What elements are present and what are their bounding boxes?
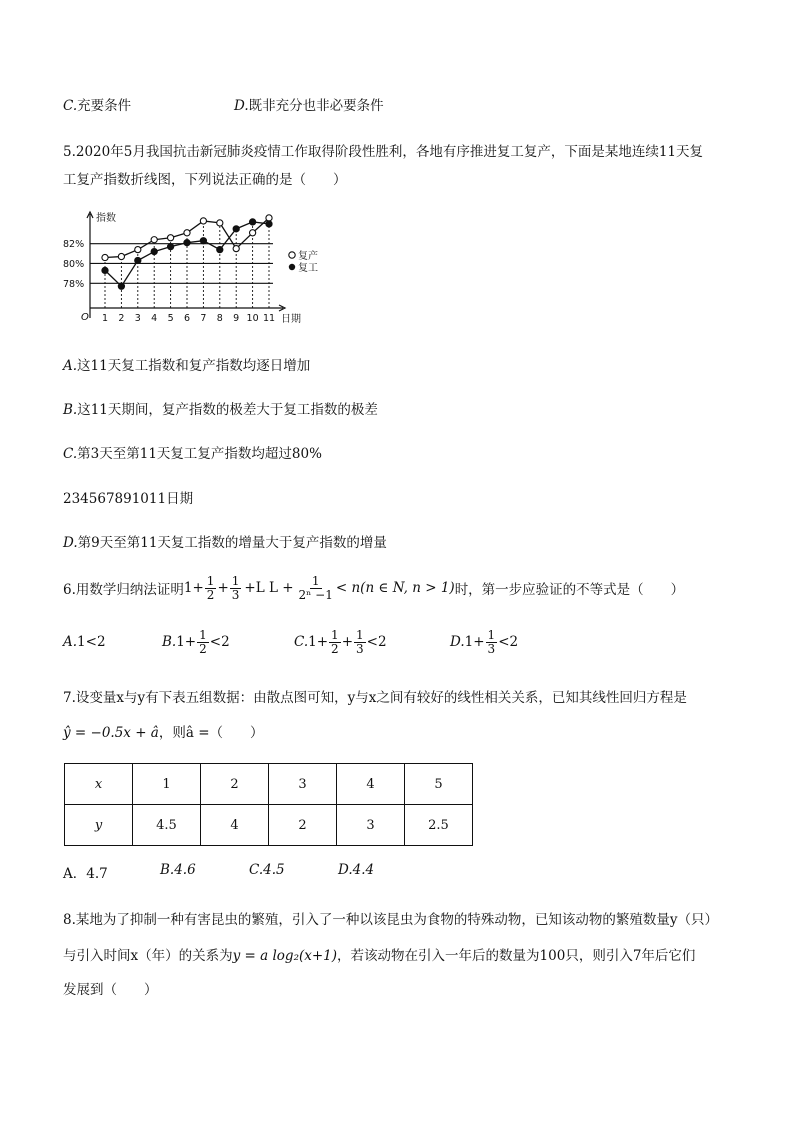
x-axis-label: 日期: [281, 314, 301, 325]
table-header-y: y: [65, 805, 133, 846]
q7-data-table: [64, 763, 473, 846]
q7-option-c: C.4.5: [249, 862, 285, 878]
q8-line1: 8.某地为了抑制一种有害昆虫的繁殖，引入了一种以该昆虫为食物的特殊动物，已知该动物的繁殖数量y（只）: [63, 912, 719, 928]
x-tick-label-11: 11: [262, 313, 276, 324]
x-tick-label-6: 6: [183, 313, 191, 324]
q7-option-b: B.4.6: [160, 862, 196, 878]
y-tick-label-80: 80%: [63, 258, 85, 270]
legend-marker-fuchan: [289, 252, 295, 258]
q6-option-a: A. 1<2: [63, 634, 106, 650]
q6-option-d: D. 1+ $\frac{1}{3}$ <2: [450, 627, 519, 656]
series-1-point-day-2: [118, 283, 124, 289]
q5-option-b: B.这11天期间，复产指数的极差大于复工指数的极差: [63, 402, 378, 418]
series-0-point-day-5: [168, 235, 174, 241]
x-tick-label-4: 4: [151, 313, 158, 324]
q7-stem-line2: ŷ = −0.5x + â，则â =（ ）: [63, 725, 264, 741]
table-cell: 3: [269, 764, 337, 805]
table-cell: 3: [337, 805, 405, 846]
series-0-point-day-11: [266, 215, 272, 221]
series-1-point-day-1: [102, 267, 108, 273]
q7-stem-line1: 7.设变量x与y有下表五组数据：由散点图可知，y与x之间有较好的线性相关关系，已知其线性回归方程是: [63, 690, 687, 706]
table-cell: 5: [405, 764, 473, 805]
table-cell: 2: [201, 764, 269, 805]
x-tick-label-3: 3: [134, 313, 141, 324]
series-0-point-day-8: [217, 220, 223, 226]
q6-stem: 6.用数学归纳法证明 1+ $\frac{1}{2}$ + $\frac{1}{3}$ +L L + $\frac{1}{\text{2ⁿ −1}}$ < n(n ∈ N, n > 1) 时，第一步应验证的不等式是（ ）: [63, 573, 685, 602]
table-cell: 1: [133, 764, 201, 805]
q7-option-a: A．4.7: [63, 866, 108, 882]
q5-stem-line1: 5.2020年5月我国抗击新冠肺炎疫情工作取得阶段性胜利，各地有序推进复工复产，下面是某地连续11天复: [63, 144, 704, 160]
chart-legend: [289, 249, 318, 274]
x-tick-label-2: 2: [118, 313, 125, 324]
x-tick-label-5: 5: [167, 313, 174, 324]
series-0-point-day-4: [151, 237, 157, 243]
table-cell: 2.5: [405, 805, 473, 846]
series-0-point-day-6: [184, 230, 190, 236]
table-row-y: [65, 805, 473, 846]
q5-option-a: A.这11天复工指数和复产指数均逐日增加: [63, 358, 311, 374]
table-cell: 4.5: [133, 805, 201, 846]
series-0-point-day-10: [250, 230, 256, 236]
series-1-point-day-3: [135, 257, 141, 263]
series-1-point-day-11: [266, 221, 272, 227]
series-1-point-day-4: [151, 249, 157, 255]
table-row-x: [65, 764, 473, 805]
series-1-point-day-10: [250, 219, 256, 225]
chart-y-ticks: [63, 239, 84, 290]
series-0-point-day-1: [102, 254, 108, 260]
q4-option-c: C.充要条件: [63, 98, 132, 114]
q5-option-c: C.第3天至第11天复工复产指数均超过80%: [63, 446, 322, 462]
chart-gridlines: [90, 244, 273, 284]
series-0-point-day-2: [118, 253, 124, 259]
table-cell: 2: [269, 805, 337, 846]
series-0-point-day-3: [135, 247, 141, 253]
q6-frac-2: $\frac{1}{3}$: [231, 573, 240, 602]
q5-option-d: D.第9天至第11天复工指数的增量大于复产指数的增量: [63, 535, 387, 551]
x-tick-label-9: 9: [233, 313, 240, 324]
series-1-point-day-8: [217, 247, 223, 253]
q5-stem-line2: 工复产指数折线图，下列说法正确的是（ ）: [63, 172, 347, 188]
q4-option-d: D.既非充分也非必要条件: [234, 98, 384, 114]
series-1-point-day-5: [168, 244, 174, 250]
q6-frac-3: $\frac{1}{\text{2ⁿ −1}}$: [298, 573, 333, 602]
table-cell: 4: [201, 805, 269, 846]
series-1-point-day-6: [184, 240, 190, 246]
q6-option-b: B. 1+ $\frac{1}{2}$ <2: [162, 627, 230, 656]
x-tick-label-1: 1: [101, 313, 109, 324]
q8-line2: 与引入时间x（年）的关系为y = a log₂(x+1)，若该动物在引入一年后的数量为100只，则引入7年后它们: [63, 948, 696, 964]
origin-label: O: [81, 312, 89, 323]
series-1-point-day-7: [200, 238, 206, 244]
legend-label-fugong: 复工: [298, 263, 318, 274]
q5-line-chart: [63, 208, 318, 328]
q6-option-c: C. 1+ $\frac{1}{2}$ + $\frac{1}{3}$ <2: [294, 627, 387, 656]
table-header-x: x: [65, 764, 133, 805]
series-0-point-day-7: [200, 218, 206, 224]
x-tick-label-8: 8: [216, 313, 223, 324]
table-cell: 4: [337, 764, 405, 805]
legend-marker-fugong: [289, 264, 295, 270]
series-0-point-day-9: [233, 246, 239, 252]
q5-stray-axis-text: 234567891011日期: [63, 491, 194, 507]
q6-frac-1: $\frac{1}{2}$: [206, 573, 215, 602]
chart-x-ticks: [102, 313, 275, 324]
chart-axes: [87, 212, 285, 318]
q7-option-d: D.4.4: [338, 862, 375, 878]
q8-line3: 发展到（ ）: [63, 982, 158, 998]
legend-label-fuchan: 复产: [298, 251, 318, 262]
y-tick-label-82: 82%: [63, 239, 85, 251]
y-tick-label-78: 78%: [63, 278, 85, 290]
x-tick-label-7: 7: [200, 313, 207, 324]
series-1-point-day-9: [233, 226, 239, 232]
y-axis-label: 指数: [96, 213, 116, 224]
x-tick-label-10: 10: [246, 313, 259, 324]
